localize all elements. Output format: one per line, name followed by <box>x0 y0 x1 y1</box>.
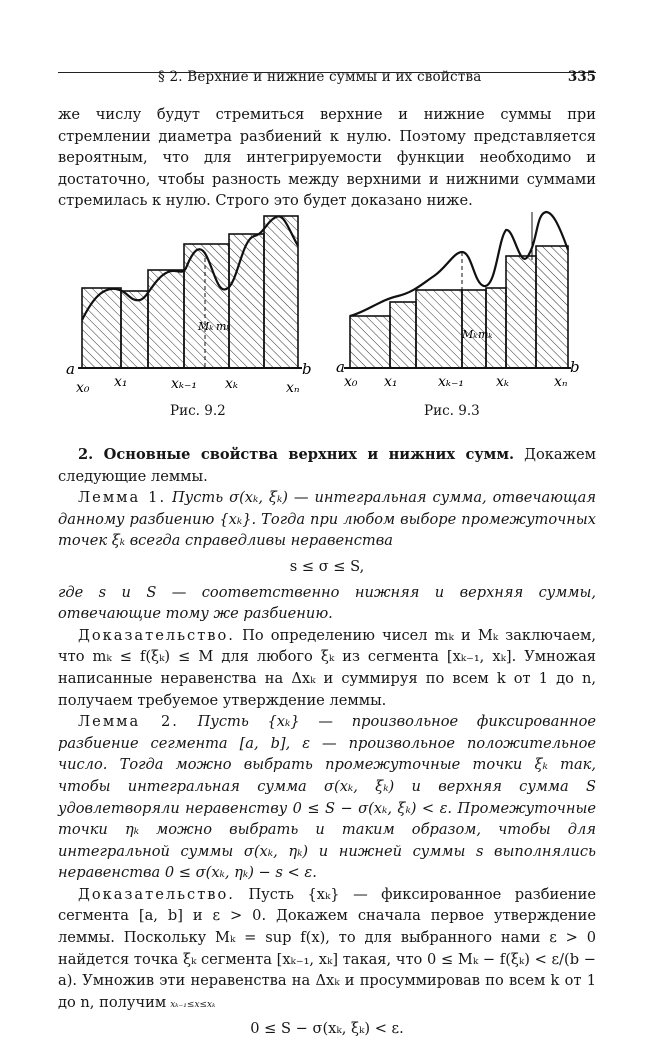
fig1-mk-label: mₖ <box>216 320 231 333</box>
proof2-formula: 0 ≤ S − σ(xₖ, ξₖ) < ε. <box>250 1020 404 1038</box>
fig2-rect <box>416 290 462 368</box>
lemma2-text: Пусть {xₖ} — произвольное фиксированное разбиение сегмента [a, b], ε — произвольное положительное число. Тогда можно выбрать промежуточные точки ξₖ так, чтобы интегральная сумма σ(xₖ, ξₖ) и верхняя сумма S удовлетворяли неравенству 0 ≤ S − σ(xₖ, ξₖ) < ε. Промежуточные точки ηₖ можно выбрать и таким образом, чтобы для интегральной суммы σ(xₖ, ηₖ) и нижней суммы s выполнялись неравенства 0 ≤ σ(xₖ, ηₖ) − s < ε. <box>58 713 596 882</box>
section-paragraph <box>58 444 596 487</box>
figures <box>58 0 596 420</box>
fig2-xk1-label: xₖ₋₁ <box>438 374 465 390</box>
lemma1-text: Пусть σ(xₖ, ξₖ) — интегральная сумма, отвечающая данному разбиению {xₖ}. Тогда при любом выборе промежуточных точек ξₖ всегда справедливы неравенства <box>58 489 596 550</box>
lemma1-formula: s ≤ σ ≤ S, <box>289 557 365 575</box>
fig1-rect <box>184 244 229 368</box>
fig2-rect <box>536 246 568 368</box>
fig1-xk1-label: xₖ₋₁ <box>171 376 198 392</box>
figure-9-3 <box>336 212 580 390</box>
fig1-rect <box>82 288 121 368</box>
proof1-text: По определению чисел mₖ и Mₖ заключаем, что mₖ ≤ f(ξₖ) ≤ M для любого ξₖ из сегмента [xₖ₋₁, xₖ]. Умножая написанные неравенства на Δxₖ и суммируя по всем k от 1 до n, получаем требуемое утверждение леммы. <box>58 626 596 709</box>
fig1-xn-label: xₙ <box>286 380 300 396</box>
fig2-Mk-label: Mₖ <box>462 328 478 341</box>
proof1-paragraph <box>58 625 596 711</box>
fig2-xk-label: xₖ <box>496 374 510 390</box>
fig2-rect <box>350 316 390 368</box>
lemma2-label: Лемма 2. <box>78 713 179 731</box>
figure-9-2 <box>66 216 312 396</box>
fig2-b-label: b <box>570 358 580 376</box>
fig1-a-label: a <box>66 360 75 378</box>
fig2-mk-label: mₖ <box>478 328 493 341</box>
fig2-x0-label: x₀ <box>344 374 358 390</box>
fig1-rect <box>229 234 264 368</box>
fig2-xn-label: xₙ <box>554 374 568 390</box>
intro-text: же числу будут стремиться верхние и нижние суммы при стремлении диаметра разбиений к нулю. Поэтому представляется вероятным, что для интегрируемости функции необходимо и достаточно, чтобы разность между верхними и нижними суммами стремилась к нулю. Строго это будет доказано ниже. <box>58 106 596 210</box>
fig1-x0-label: x₀ <box>76 380 90 396</box>
lemma1-label: Лемма 1. <box>78 489 167 507</box>
lemma1-after: где s и S — соответственно нижняя и верхняя суммы, отвечающие тому же разбиению. <box>58 583 596 623</box>
header-title: § 2. Верхние и нижние суммы и их свойства <box>158 69 482 85</box>
page-number: 335 <box>567 69 596 85</box>
fig1-x1-label: x₁ <box>114 374 128 390</box>
proof2-text: Пусть {xₖ} — фиксированное разбиение сегмента [a, b] и ε > 0. Докажем сначала первое утверждение леммы. Поскольку Mₖ = sup f(x), то для выбранного нами ε > 0 найдется точка ξₖ сегмента [xₖ₋₁, xₖ] такая, что 0 ≤ Mₖ − f(ξₖ) < ε/(b − a). Умножив эти неравенства на Δxₖ и просуммировав по всем k от 1 до n, получим <box>58 885 596 1011</box>
fig1-b-label: b <box>302 360 312 378</box>
fig2-rect <box>506 256 536 368</box>
section-rest: Докажем следующие леммы. <box>58 446 596 485</box>
lemma2-paragraph <box>58 711 596 884</box>
body-text <box>58 444 596 1040</box>
fig1-rect <box>121 291 148 368</box>
proof2-label: Доказательство. <box>78 885 235 903</box>
fig1-rect <box>264 216 298 368</box>
proof2-paragraph <box>58 884 596 1017</box>
fig2-x1-label: x₁ <box>384 374 398 390</box>
section-heading: 2. Основные свойства верхних и нижних сумм. <box>78 446 515 463</box>
fig1-caption: Рис. 9.2 <box>170 403 226 419</box>
fig1-Mk-label: Mₖ <box>198 320 214 333</box>
page <box>58 0 596 1038</box>
proof2-sup-subscript: xₖ₋₁≤x≤xₖ <box>170 999 216 1010</box>
fig2-caption: Рис. 9.3 <box>424 403 480 419</box>
lemma1-paragraph <box>58 487 596 552</box>
proof1-label: Доказательство. <box>78 626 235 644</box>
fig2-a-label: a <box>336 358 345 376</box>
fig2-rect <box>390 302 416 368</box>
fig1-xk-label: xₖ <box>225 376 239 392</box>
